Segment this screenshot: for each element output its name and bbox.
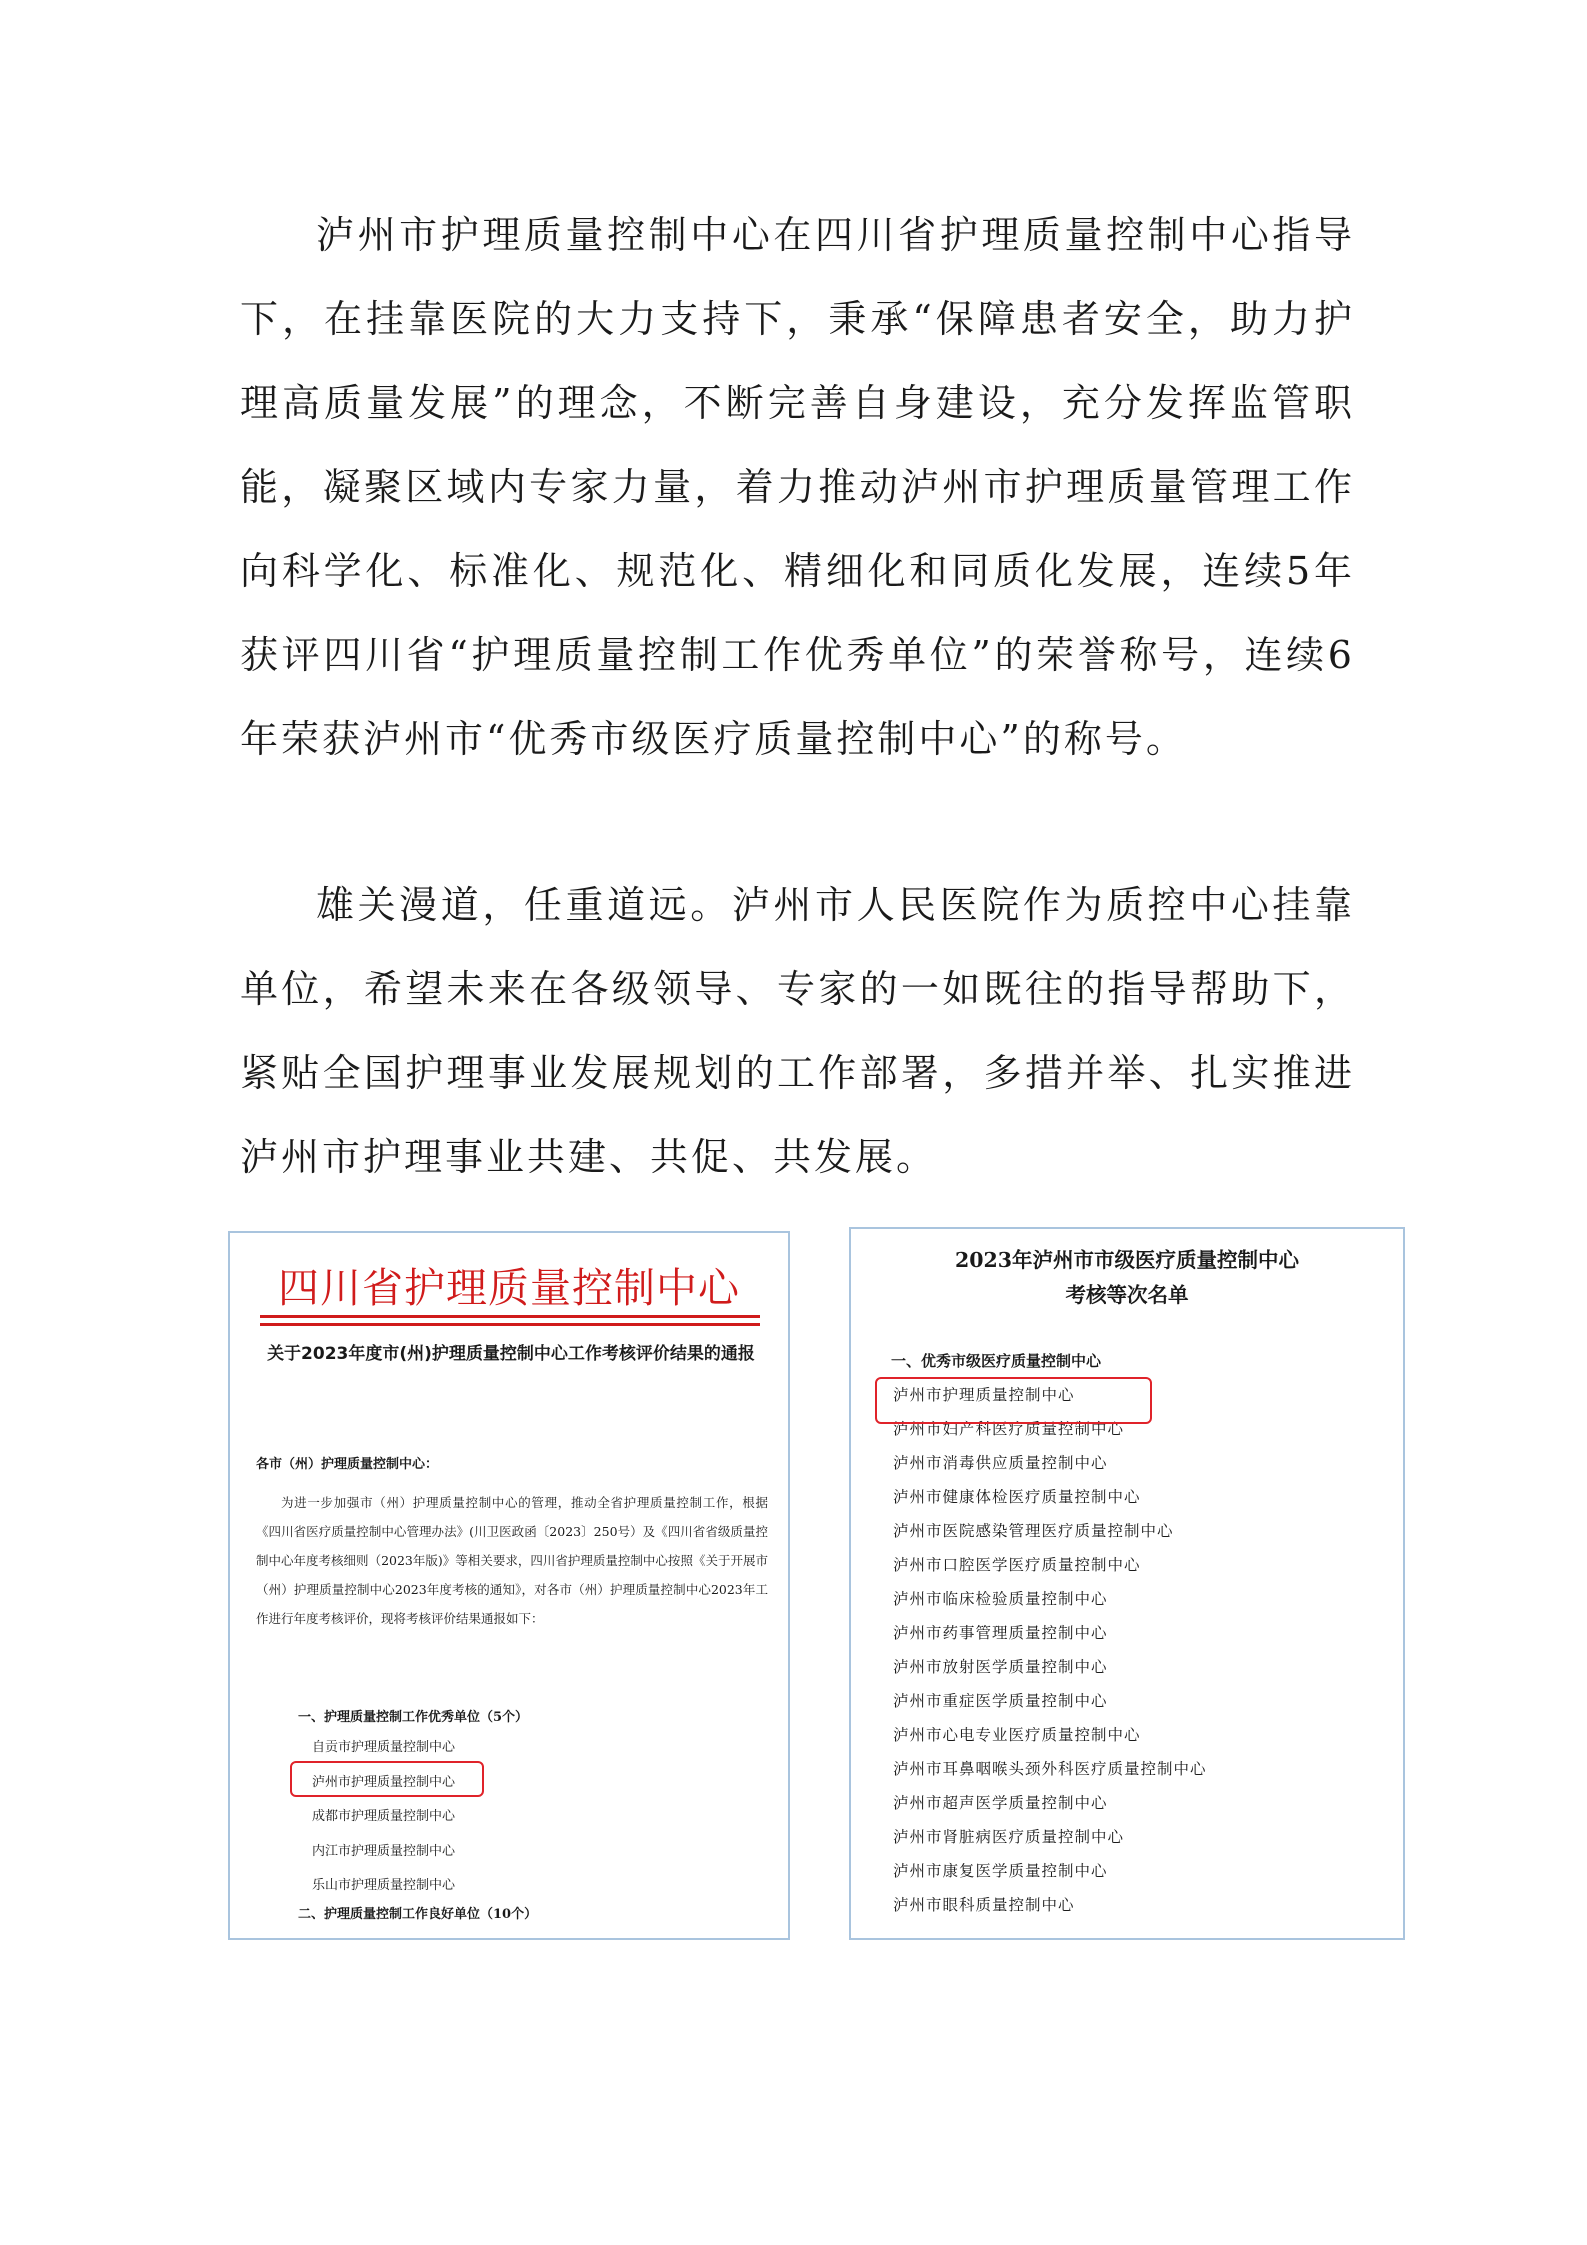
list-item: 泸州市妇产科医疗质量控制中心 (893, 1420, 1125, 1438)
section-heading-good: 二、护理质量控制工作良好单位（10个） (298, 1907, 538, 1922)
list-item: 泸州市健康体检医疗质量控制中心 (893, 1488, 1141, 1506)
list-item: 泸州市药事管理质量控制中心 (893, 1624, 1108, 1642)
list-item: 泸州市眼科质量控制中心 (893, 1896, 1075, 1914)
list-item: 泸州市消毒供应质量控制中心 (893, 1454, 1108, 1472)
red-rule (260, 1315, 760, 1318)
list-item: 自贡市护理质量控制中心 (312, 1740, 456, 1755)
highlight-box (290, 1761, 484, 1797)
excellent-center-list (893, 1378, 1207, 1922)
list-item: 泸州市临床检验质量控制中心 (893, 1590, 1108, 1608)
provincial-notice-image (228, 1231, 790, 1940)
list-title-line-1: 2023年泸州市市级医疗质量控制中心 (954, 1248, 1300, 1272)
list-item: 泸州市护理质量控制中心 (893, 1386, 1075, 1404)
article-paragraph-2 (240, 863, 1355, 1199)
list-item: 泸州市康复医学质量控制中心 (893, 1862, 1108, 1880)
section-heading-excellent: 一、护理质量控制工作优秀单位（5个） (298, 1710, 529, 1725)
list-item: 泸州市重症医学质量控制中心 (893, 1692, 1108, 1710)
list-item: 泸州市超声医学质量控制中心 (893, 1794, 1108, 1812)
list-item: 乐山市护理质量控制中心 (312, 1878, 456, 1893)
list-title (851, 1243, 1403, 1313)
red-rule (260, 1323, 760, 1326)
red-letterhead: 四川省护理质量控制中心 (278, 1264, 740, 1312)
list-item: 泸州市口腔医学医疗质量控制中心 (893, 1556, 1141, 1574)
notice-body: 为进一步加强市（州）护理质量控制中心的管理，推动全省护理质量控制工作，根据《四川省医疗质量控制中心管理办法》(川卫医政函〔2023〕250号）及《四川省省级质量控制中心年度考核细则（2023年版)》等相关要求，四川省护理质量控制中心按照《关于开展市（州）护理质量控制中心2023年度考核的通知》，对各市（州）护理质量控制中心2023年工作进行年度考核评价，现将考核评价结果通报如下： (256, 1495, 768, 1626)
paragraph-text: 雄关漫道，任重道远。泸州市人民医院作为质控中心挂靠单位，希望未来在各级领导、专家的一如既往的指导帮助下，紧贴全国护理事业发展规划的工作部署，多措并举、扎实推进泸州市护理事业共建、共促、共发展。 (240, 883, 1355, 1179)
list-title-line-2: 考核等次名单 (1065, 1283, 1189, 1307)
highlight-box (875, 1377, 1152, 1424)
article-paragraph-1 (240, 193, 1355, 781)
list-item: 泸州市耳鼻咽喉头颈外科医疗质量控制中心 (893, 1760, 1207, 1778)
list-item: 泸州市肾脏病医疗质量控制中心 (893, 1828, 1125, 1846)
municipal-list-image (849, 1227, 1405, 1940)
list-item: 泸州市医院感染管理医疗质量控制中心 (893, 1522, 1174, 1540)
list-item: 内江市护理质量控制中心 (312, 1843, 456, 1859)
notice-title: 关于2023年度市(州)护理质量控制中心工作考核评价结果的通报 (267, 1344, 755, 1364)
section-heading-excellent: 一、优秀市级医疗质量控制中心 (891, 1352, 1102, 1370)
notice-addressee: 各市（州）护理质量控制中心： (256, 1457, 439, 1472)
list-item: 成都市护理质量控制中心 (312, 1809, 456, 1824)
list-item: 泸州市心电专业医疗质量控制中心 (893, 1726, 1141, 1744)
paragraph-text: 泸州市护理质量控制中心在四川省护理质量控制中心指导下，在挂靠医院的大力支持下，秉承“保障患者安全，助力护理高质量发展”的理念，不断完善自身建设，充分发挥监管职能，凝聚区域内专家力量，着力推动泸州市护理质量管理工作向科学化、标准化、规范化、精细化和同质化发展，连续5年获评四川省“护理质量控制工作优秀单位”的荣誉称号，连续6年荣获泸州市“优秀市级医疗质量控制中心”的称号。 (240, 213, 1355, 761)
excellent-unit-list (312, 1731, 455, 1904)
list-item: 泸州市护理质量控制中心 (312, 1774, 456, 1790)
list-item: 泸州市放射医学质量控制中心 (893, 1658, 1108, 1676)
